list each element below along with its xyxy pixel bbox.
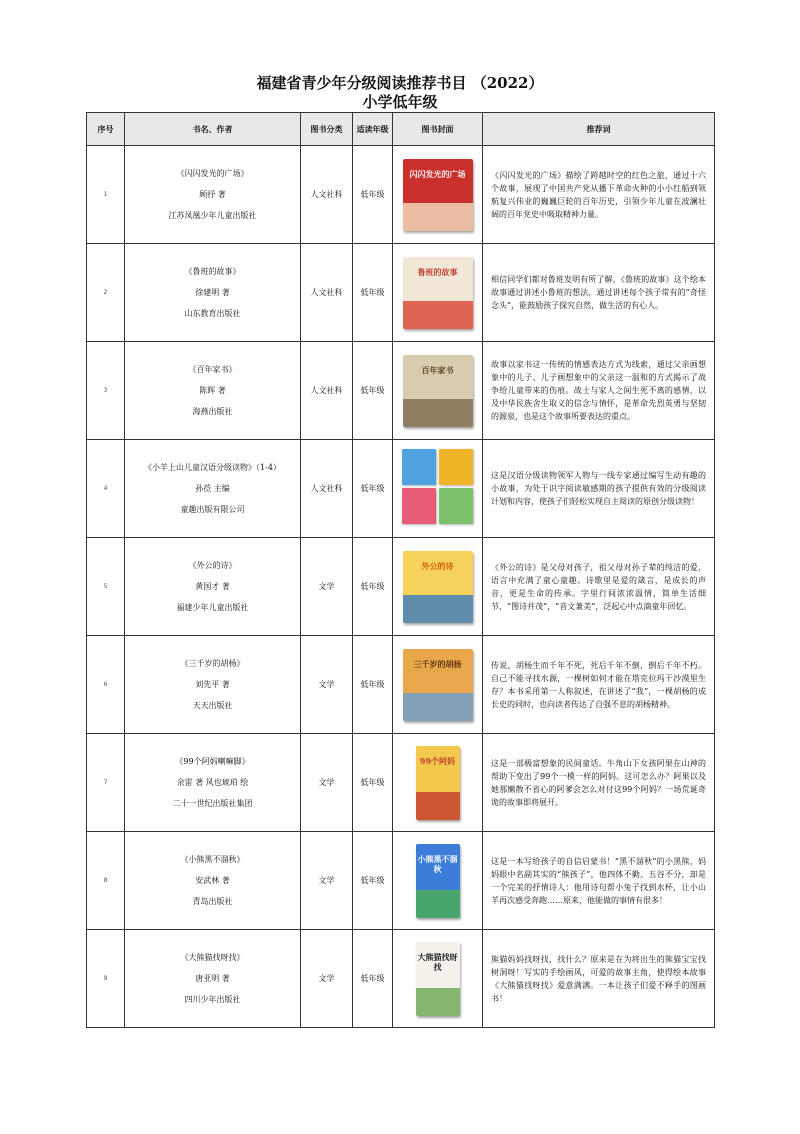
table-row (87, 832, 715, 930)
page-subtitle: 小学低年级 (362, 93, 438, 111)
book-title: 《闪闪发光的广场》 (176, 169, 249, 178)
table-row (87, 146, 715, 244)
book-info (125, 832, 301, 930)
header-recommendation: 推荐词 (483, 113, 715, 146)
book-title: 《99个阿妈喇嘛脚》 (175, 757, 250, 766)
book-publisher: 山东教育出版社 (184, 309, 241, 318)
book-cover-mothers: 99个阿妈 (416, 746, 460, 820)
book-author: 陈晖 著 (199, 386, 226, 395)
book-category: 文学 (301, 930, 353, 1028)
book-recommendation: 《闪闪发光的广场》描绘了跨越时空的红色之旅，通过十六个故事，展现了中国共产党从播下革命火种的小小红船到领航复兴伟业的巍巍巨轮的百年历史，引领少年儿童在波澜壮阔的百年党史中吸取精神力量。 (483, 146, 715, 244)
book-recommendation: 《外公的诗》是父母对孩子，祖父母对孙子辈的纯洁的爱，语言中充满了童心童趣。诗歌里是爱的箴言，是成长的声音，更是生命的传承。字里行间浓浓温情，简单生活细节，“图诗并茂”，“音文兼美”，泛起心中点滴童年回忆。 (483, 538, 715, 636)
book-publisher: 童趣出版有限公司 (180, 505, 245, 514)
book-author: 黄国才 著 (195, 582, 230, 591)
table-row (87, 734, 715, 832)
row-number: 4 (87, 440, 125, 538)
book-grade: 低年级 (353, 538, 393, 636)
book-category: 文学 (301, 832, 353, 930)
book-cover-desert: 三千岁的胡杨 (403, 649, 473, 721)
row-number: 8 (87, 832, 125, 930)
table-row (87, 244, 715, 342)
book-info (125, 636, 301, 734)
book-recommendation: 这是汉语分级读物领军人物与一线专家通过编写生动有趣的小故事，为处于识字阅读敏感期的孩子提供有效的分级阅读计划和内容，使孩子们轻松实现自主阅读的原创分级读物！ (483, 440, 715, 538)
book-cover-bear: 小熊黑不溜秋 (416, 844, 460, 918)
book-title: 《小羊上山儿童汉语分级读物》（1-4） (144, 463, 281, 472)
table-header-row (87, 113, 715, 146)
book-category: 人文社科 (301, 342, 353, 440)
table-row (87, 440, 715, 538)
book-publisher: 四川少年出版社 (184, 995, 241, 1004)
book-grade: 低年级 (353, 244, 393, 342)
book-category: 人文社科 (301, 244, 353, 342)
book-publisher: 天天出版社 (192, 701, 233, 710)
book-author: 安武林 著 (195, 876, 230, 885)
book-grade: 低年级 (353, 342, 393, 440)
book-publisher: 海燕出版社 (192, 407, 233, 416)
book-recommendation: 熊猫妈妈找呀找，找什么？原来是在为将出生的熊猫宝宝找树洞呀！写实的手绘画风，可爱的故事主角，使得绘本故事《大熊猫找呀找》爱意满满。一本让孩子们爱不释手的图画书！ (483, 930, 715, 1028)
row-number: 7 (87, 734, 125, 832)
book-cover-cell (393, 440, 483, 538)
book-title: 《鲁班的故事》 (184, 267, 241, 276)
book-author: 孙莅 主编 (195, 484, 230, 493)
book-title: 《百年家书》 (188, 365, 237, 374)
book-info (125, 244, 301, 342)
book-publisher: 青岛出版社 (192, 897, 233, 906)
book-author: 余雷 著 风也琥珀 绘 (176, 778, 249, 787)
book-grade: 低年级 (353, 930, 393, 1028)
book-category: 人文社科 (301, 440, 353, 538)
book-recommendation: 故事以家书这一传统的情感表达方式为线索，通过父亲画想象中的儿子、儿子画想象中的父亲这一温和的方式揭示了战争给儿童带来的伤痕。战士与家人之间生死不离的感情，以及中华民族舍生取义的信念与情怀，是革命先烈英勇与坚韧的源泉，也是这个故事所要表达的重点。 (483, 342, 715, 440)
book-cover-letter: 百年家书 (403, 355, 473, 427)
book-grade: 低年级 (353, 734, 393, 832)
book-publisher: 福建少年儿童出版社 (176, 603, 249, 612)
table-row (87, 930, 715, 1028)
book-cover-square: 闪闪发光的广场 (403, 159, 473, 231)
book-recommendation: 相信同学们都对鲁班发明有所了解，《鲁班的故事》这个绘本故事通过讲述小鲁班的想法，通过讲述每个孩子常有的“奇怪念头”，能鼓励孩子探究自然，做生活的有心人。 (483, 244, 715, 342)
row-number: 2 (87, 244, 125, 342)
book-info (125, 538, 301, 636)
book-publisher: 江苏凤凰少年儿童出版社 (168, 211, 257, 220)
row-number: 3 (87, 342, 125, 440)
row-number: 1 (87, 146, 125, 244)
book-title: 《大熊猫找呀找》 (180, 953, 245, 962)
book-cover-cell (393, 342, 483, 440)
header-number: 序号 (87, 113, 125, 146)
row-number: 9 (87, 930, 125, 1028)
book-category: 人文社科 (301, 146, 353, 244)
table-row (87, 538, 715, 636)
book-author: 刘先平 著 (195, 680, 230, 689)
book-cover-cell (393, 146, 483, 244)
book-grade: 低年级 (353, 636, 393, 734)
book-cover-cell (393, 244, 483, 342)
book-title: 《小熊黑不溜秋》 (180, 855, 245, 864)
book-cover-cell (393, 636, 483, 734)
book-category: 文学 (301, 734, 353, 832)
book-author: 唐亚明 著 (195, 974, 230, 983)
book-grade: 低年级 (353, 440, 393, 538)
book-info (125, 146, 301, 244)
book-grade: 低年级 (353, 146, 393, 244)
row-number: 6 (87, 636, 125, 734)
book-cover-cell (393, 930, 483, 1028)
book-recommendation: 这是一本写给孩子的自信启蒙书！“黑不溜秋”的小黑熊，妈妈眼中名副其实的“熊孩子”，他四体不勤、五谷不分，却是一个完美的抒情诗人：他用诗句帮小兔子找到水杯，让小山羊再次感受奔跑……原来，他能做的事情有很多！ (483, 832, 715, 930)
book-author: 顾抒 著 (199, 190, 226, 199)
book-info (125, 440, 301, 538)
table-row (87, 342, 715, 440)
book-cover-poem: 外公的诗 (403, 551, 473, 623)
book-recommendation: 这是一部极富想象的民间童话。牛角山下女孩阿果在山神的帮助下变出了99个一模一样的阿妈。这可怎么办？阿果以及她那懒散不省心的阿爹会怎么对付这99个阿妈？一场荒诞奇诡的故事即将展开。 (483, 734, 715, 832)
page-title: 福建省青少年分级阅读推荐书目 （2022） (256, 74, 544, 92)
book-info (125, 342, 301, 440)
book-publisher: 二十一世纪出版社集团 (172, 799, 253, 808)
header-title-author: 书名、作者 (125, 113, 301, 146)
book-grade: 低年级 (353, 832, 393, 930)
row-number: 5 (87, 538, 125, 636)
book-author: 徐建明 著 (195, 288, 230, 297)
header-grade: 适读年级 (353, 113, 393, 146)
book-recommendation: 传说，胡杨生而千年不死，死后千年不倒，倒后千年不朽。自己不能寻找水源，一棵树如何才能在塔克拉玛干沙漠里生存？本书采用第一人称叙述，在讲述了“我”，一棵胡杨的成长史的同时，也向读者传达了自强不息的胡杨精神。 (483, 636, 715, 734)
header-cover: 图书封面 (393, 113, 483, 146)
header-category: 图书分类 (301, 113, 353, 146)
book-info (125, 930, 301, 1028)
book-category: 文学 (301, 636, 353, 734)
book-cover-set-image (402, 449, 474, 525)
book-cover-cell (393, 832, 483, 930)
table-row (87, 636, 715, 734)
book-title: 《外公的诗》 (188, 561, 237, 570)
book-info (125, 734, 301, 832)
book-cover-cell (393, 538, 483, 636)
book-cover-panda: 大熊猫找呀找 (416, 942, 460, 1016)
book-title: 《三千岁的胡杨》 (180, 659, 245, 668)
book-list-table (86, 112, 715, 1028)
book-category: 文学 (301, 538, 353, 636)
book-cover-cell (393, 734, 483, 832)
book-cover-carpenter: 鲁班的故事 (403, 257, 473, 329)
